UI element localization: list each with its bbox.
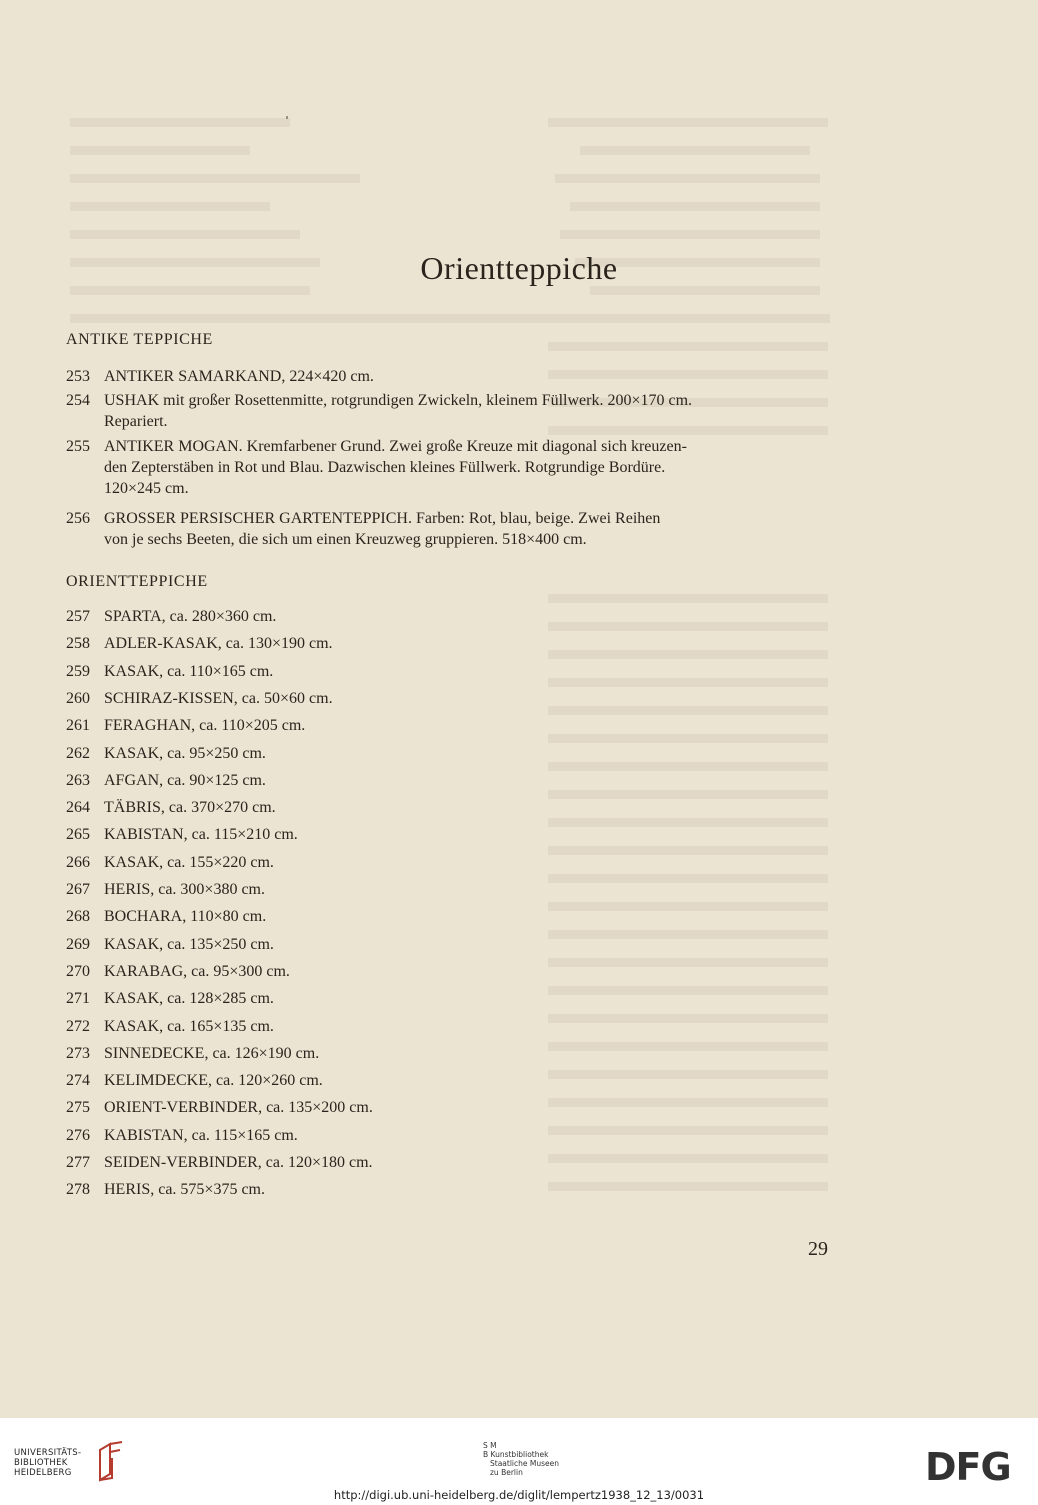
- ub-logo-line: UNIVERSITÄTS-: [14, 1448, 82, 1458]
- item-text: KASAK, ca. 165×135 cm.: [104, 1017, 274, 1035]
- item-text: KABISTAN, ca. 115×165 cm.: [104, 1126, 298, 1144]
- page-number: 29: [808, 1238, 828, 1260]
- item-number: 267: [66, 881, 90, 898]
- item-number: 274: [66, 1072, 90, 1090]
- section-heading-antike: ANTIKE TEPPICHE: [66, 331, 213, 348]
- ub-heidelberg-logo: [14, 1448, 81, 1478]
- item-number: 268: [66, 908, 90, 926]
- item-text: GROSSER PERSISCHER GARTENTEPPICH. Farben: Rot, blau, beige. Zwei Reihen: [104, 510, 661, 527]
- item-text-continued: Repariert.: [104, 413, 168, 430]
- item-text: SCHIRAZ-KISSEN, ca. 50×60 cm.: [104, 689, 333, 707]
- item-text: SEIDEN-VERBINDER, ca. 120×180 cm.: [104, 1154, 373, 1171]
- item-number: 262: [66, 744, 90, 762]
- item-number: 272: [66, 1017, 90, 1035]
- item-number: 261: [66, 717, 90, 735]
- item-number: 275: [66, 1099, 90, 1117]
- item-text-continued: den Zepterstäben in Rot und Blau. Dazwischen kleines Füllwerk. Rotgrundige Bordüre.: [104, 459, 666, 476]
- item-text: KASAK, ca. 128×285 cm.: [104, 990, 274, 1008]
- item-text: ORIENT-VERBINDER, ca. 135×200 cm.: [104, 1099, 373, 1117]
- item-number: 277: [66, 1154, 90, 1171]
- item-text: TÄBRIS, ca. 370×270 cm.: [104, 799, 276, 817]
- item-text: KASAK, ca. 155×220 cm.: [104, 853, 274, 871]
- item-text: KABISTAN, ca. 115×210 cm.: [104, 826, 298, 844]
- item-text-continued: 120×245 cm.: [104, 480, 189, 497]
- dfg-logo: DFG: [925, 1445, 1011, 1489]
- item-text: AFGAN, ca. 90×125 cm.: [104, 771, 266, 789]
- item-text: HERIS, ca. 300×380 cm.: [104, 881, 265, 898]
- item-number: 253: [66, 368, 90, 385]
- item-number: 278: [66, 1181, 90, 1199]
- item-number: 258: [66, 635, 90, 653]
- item-text: HERIS, ca. 575×375 cm.: [104, 1181, 265, 1199]
- item-text: BOCHARA, 110×80 cm.: [104, 908, 267, 926]
- smb-line: zu Berlin: [490, 1468, 523, 1477]
- item-text: USHAK mit großer Rosettenmitte, rotgrundigen Zwickeln, kleinem Füllwerk. 200×170 cm.: [104, 392, 693, 409]
- item-number: 273: [66, 1044, 90, 1062]
- item-text: FERAGHAN, ca. 110×205 cm.: [104, 717, 306, 735]
- smb-line: B Kunstbibliothek: [483, 1450, 549, 1459]
- ub-heidelberg-emblem-icon: [96, 1440, 128, 1482]
- item-text: ANTIKER SAMARKAND, 224×420 cm.: [104, 368, 374, 385]
- ub-logo-line: BIBLIOTHEK: [14, 1458, 68, 1468]
- source-url[interactable]: http://digi.ub.uni-heidelberg.de/diglit/lempertz1938_12_13/0031: [333, 1488, 705, 1502]
- item-text: KASAK, ca. 110×165 cm.: [104, 662, 274, 680]
- smb-line: Staatliche Museen: [490, 1459, 559, 1468]
- item-number: 259: [66, 662, 90, 680]
- page-title: Orientteppiche: [420, 250, 618, 286]
- smb-line: S M: [483, 1441, 497, 1450]
- item-number: 276: [66, 1126, 90, 1144]
- item-text: KASAK, ca. 135×250 cm.: [104, 935, 274, 953]
- item-number: 257: [66, 608, 90, 625]
- item-number: 254: [66, 392, 90, 409]
- item-number: 266: [66, 853, 90, 871]
- list-item: [66, 390, 836, 436]
- item-text-continued: von je sechs Beeten, die sich um einen Kreuzweg gruppieren. 518×400 cm.: [104, 531, 587, 548]
- item-text: KELIMDECKE, ca. 120×260 cm.: [104, 1072, 323, 1090]
- item-number: 255: [66, 438, 90, 455]
- item-number: 256: [66, 510, 90, 527]
- item-text: SPARTA, ca. 280×360 cm.: [104, 608, 277, 625]
- item-text: KARABAG, ca. 95×300 cm.: [104, 962, 290, 980]
- item-text: ADLER-KASAK, ca. 130×190 cm.: [104, 635, 333, 653]
- item-number: 265: [66, 826, 90, 844]
- item-number: 260: [66, 689, 90, 707]
- item-number: 271: [66, 990, 90, 1008]
- item-text: ANTIKER MOGAN. Kremfarbener Grund. Zwei große Kreuze mit diagonal sich kreuzen-: [104, 438, 687, 455]
- item-number: 263: [66, 771, 90, 789]
- item-text: KASAK, ca. 95×250 cm.: [104, 744, 266, 762]
- item-text: SINNEDECKE, ca. 126×190 cm.: [104, 1044, 320, 1062]
- item-number: 270: [66, 962, 90, 980]
- item-number: 264: [66, 799, 90, 817]
- list-item: [66, 436, 836, 502]
- list-item: [66, 508, 836, 552]
- section-heading-orient: ORIENTTEPPICHE: [66, 573, 208, 590]
- ub-logo-line: HEIDELBERG: [14, 1468, 72, 1478]
- item-number: 269: [66, 935, 90, 953]
- smb-kunstbibliothek-logo: [483, 1441, 559, 1477]
